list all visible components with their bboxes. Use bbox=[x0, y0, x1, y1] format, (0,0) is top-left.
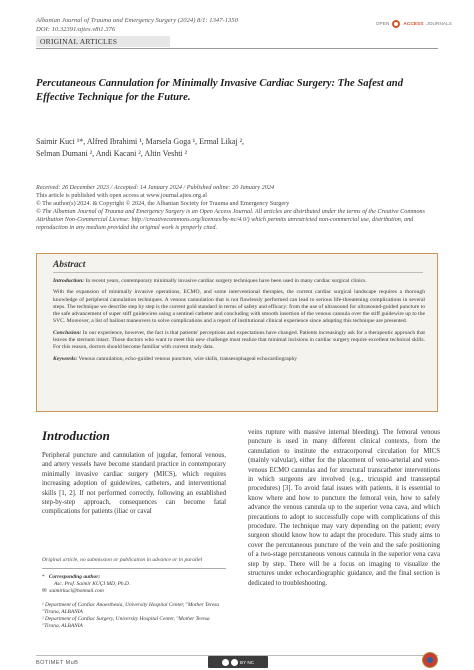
affiliations bbox=[42, 602, 226, 630]
abstract-conclusion-label: Conclusion: bbox=[53, 329, 82, 336]
article-title: Percutaneous Cannulation for Minimally Invasive Cardiac Surgery: The Safest and Effective Technique for the Future. bbox=[36, 78, 403, 103]
keywords-label: Keywords: bbox=[53, 355, 78, 362]
affiliation-1: ¹ Department of Cardiac Anaesthesia, University Hospital Center, "Mother Teresa "Tirana, ALBANIA bbox=[42, 602, 220, 615]
authors-line-2: Selman Dumani ², Andi Kacani ², Altin Veshti ² bbox=[36, 148, 188, 158]
society-seal-icon bbox=[422, 652, 438, 668]
footnote-divider bbox=[42, 568, 226, 569]
corr-name: Asc. Prof. Saimir KUÇI MD, Ph.D. bbox=[54, 581, 131, 587]
abstract-heading: Abstract bbox=[53, 260, 86, 270]
section-tag: ORIGINAL ARTICLES bbox=[36, 36, 170, 47]
publisher-logo: BOTIMET MuB bbox=[36, 660, 79, 666]
journal-header bbox=[36, 16, 238, 34]
keywords-text: Venous cannulation, echo-guided venous puncture, wire skills, transesophageal echocardiography bbox=[77, 355, 298, 362]
corr-marker: * bbox=[42, 574, 45, 580]
logo-journals-label: JOURNALS bbox=[426, 21, 452, 27]
author-list bbox=[36, 136, 436, 159]
abstract-intro-text: In recent years, contemporary minimally invasive cardiac surgery techniques have been used in many cardiac surgical clinics. bbox=[84, 278, 367, 284]
introduction-heading: Introduction bbox=[42, 428, 110, 443]
article-dates: Received: 26 December 2023 / Accepted: 14 January 2024 / Published online: 20 January 2024 bbox=[36, 184, 275, 191]
cc-license-badge bbox=[208, 656, 268, 668]
affiliation-2: ² Department of Cardiac Surgery, University Hospital Center, "Mother Teresa "Tirana, ALBANIA bbox=[42, 616, 210, 629]
abstract-body bbox=[53, 278, 425, 367]
originality-note: Original article, no submission or publication in advance or in parallel bbox=[42, 557, 203, 563]
open-access-statement: This article is published with open access at www.journal.ajtes.org.al bbox=[36, 192, 207, 199]
by-icon bbox=[231, 659, 238, 666]
corr-email[interactable]: saimirkuci@hotmail.com bbox=[49, 588, 104, 594]
license-statement: © The Albanian Journal of Trauma and Emergency Surgery is an Open Access Journal. All articles are distributed under the terms of the Creative Commons Attribution Non-Commercial License: http://creativecommons.org/licenses/by-nc/4.0/) which permits unrestricted non-commercial use, distribution, and reproduction in any medium provided the original work is properly cited. bbox=[36, 208, 425, 231]
abstract-intro-label: Introduction: bbox=[53, 278, 85, 284]
copyright-statement: © The author(s) 2024. & Copyright © 2024, the Albanian Society for Trauma and Emergency Surgery bbox=[36, 200, 290, 207]
cc-icon bbox=[222, 659, 229, 666]
authors-line-1: Saimir Kuci ¹*, Alfred Ibrahimi ¹, Marsela Goga ¹, Ermal Likaj ², bbox=[36, 137, 244, 146]
logo-open-label: OPEN bbox=[375, 21, 390, 27]
abstract-main-text: With the expansion of minimally invasive operations, ECMO, and some interventional therapies, the current cardiac surgical landscape requires a thorough knowledge of peripheral cannulation techniques. A venous cannulation that is not flawlessly performed can lead to serious life-threatening complications in several steps. The technique we describe step by step is the current gold standard in terms of safety and efficacy: from the use of ultrasound for ultrasound-guided puncture to the safe advancement of super stiff guidewires using a sentinel catheter and concluding with smooth insertion of the venous cannula over the stiff guidewire up to the SVC. Moreover, a list of bailout maneuvers to solve complications and a report of institutional clinical experience since adopting this technique are presented. bbox=[53, 289, 425, 325]
cc-badge-text: BY NC bbox=[240, 659, 254, 665]
introduction-right-column: veins rupture with massive internal bleeding). The femoral venous puncture is used in many different clinical contexts, from the cannulation to institute the extracorporeal circulation for MICS (mainly valvular), either for the placement of veno-arterial and veno-venous ECMO cannulas and for structural transcatheter interventions in which surgeons are involved (e.g., tricuspid and transseptal procedures) [3]. To avoid fatal issues with patients, it is essential to know where and how to puncture the femoral vein, how to safely advance the venous cannula up to the superior vena cava, and which precautions to adopt to successfully cope with complications of this procedure. The technique may vary depending on the patient; every surgeon should know how to adapt the procedure. This study aims to cover the percutaneous puncture of the vein and the safe positioning of a two-stage percutaneous venous cannula in the superior vena cava step by step. There will be a focus on imaging to visualize the structures under echocardiographic guidance, and the final section is dedicated to troubleshooting. bbox=[248, 429, 440, 587]
open-access-logo bbox=[376, 20, 452, 28]
abstract-keywords bbox=[53, 356, 425, 363]
introduction-left-column: Peripheral puncture and cannulation of jugular, femoral venous, and artery vessels have become standard practice in contemporary minimally invasive cardiac surgery (MICS), which requires increasing adoption of guidewires, catheters, and interventional skills [1, 2]. If not performed correctly, following an established step-by-step approach, consequences can become fatal complications for patients (iliac or caval bbox=[42, 452, 226, 516]
abstract-conclusion bbox=[53, 330, 425, 352]
journal-citation: Albanian Journal of Trauma and Emergency Surgery (2024) 8/1: 1347-1350 bbox=[36, 17, 238, 24]
abstract-conclusion-text: In our experience, however, the fact is that patients' perceptions and expectations have changed. Patients increasingly ask for a therapeutic approach that leaves the sternum intact. Those doctors who want to meet this new challenge must realize that minimal incisions in cardiac surgery require excellent technical skills. For this reason, doctors should become familiar with current study data. bbox=[53, 329, 425, 351]
corr-label: Corresponding author: bbox=[48, 574, 101, 580]
abstract-box bbox=[36, 253, 438, 412]
abstract-introduction bbox=[53, 278, 425, 285]
doi-link[interactable]: DOI: 10.32391/ajtes.v8i1.376 bbox=[36, 26, 116, 33]
article-meta bbox=[36, 184, 446, 232]
open-access-icon bbox=[392, 20, 400, 28]
corresponding-author bbox=[42, 574, 226, 595]
abstract-divider bbox=[53, 272, 423, 273]
header-divider bbox=[36, 48, 438, 49]
logo-access-label: ACCESS bbox=[403, 21, 424, 27]
email-icon: ✉ bbox=[42, 588, 47, 594]
